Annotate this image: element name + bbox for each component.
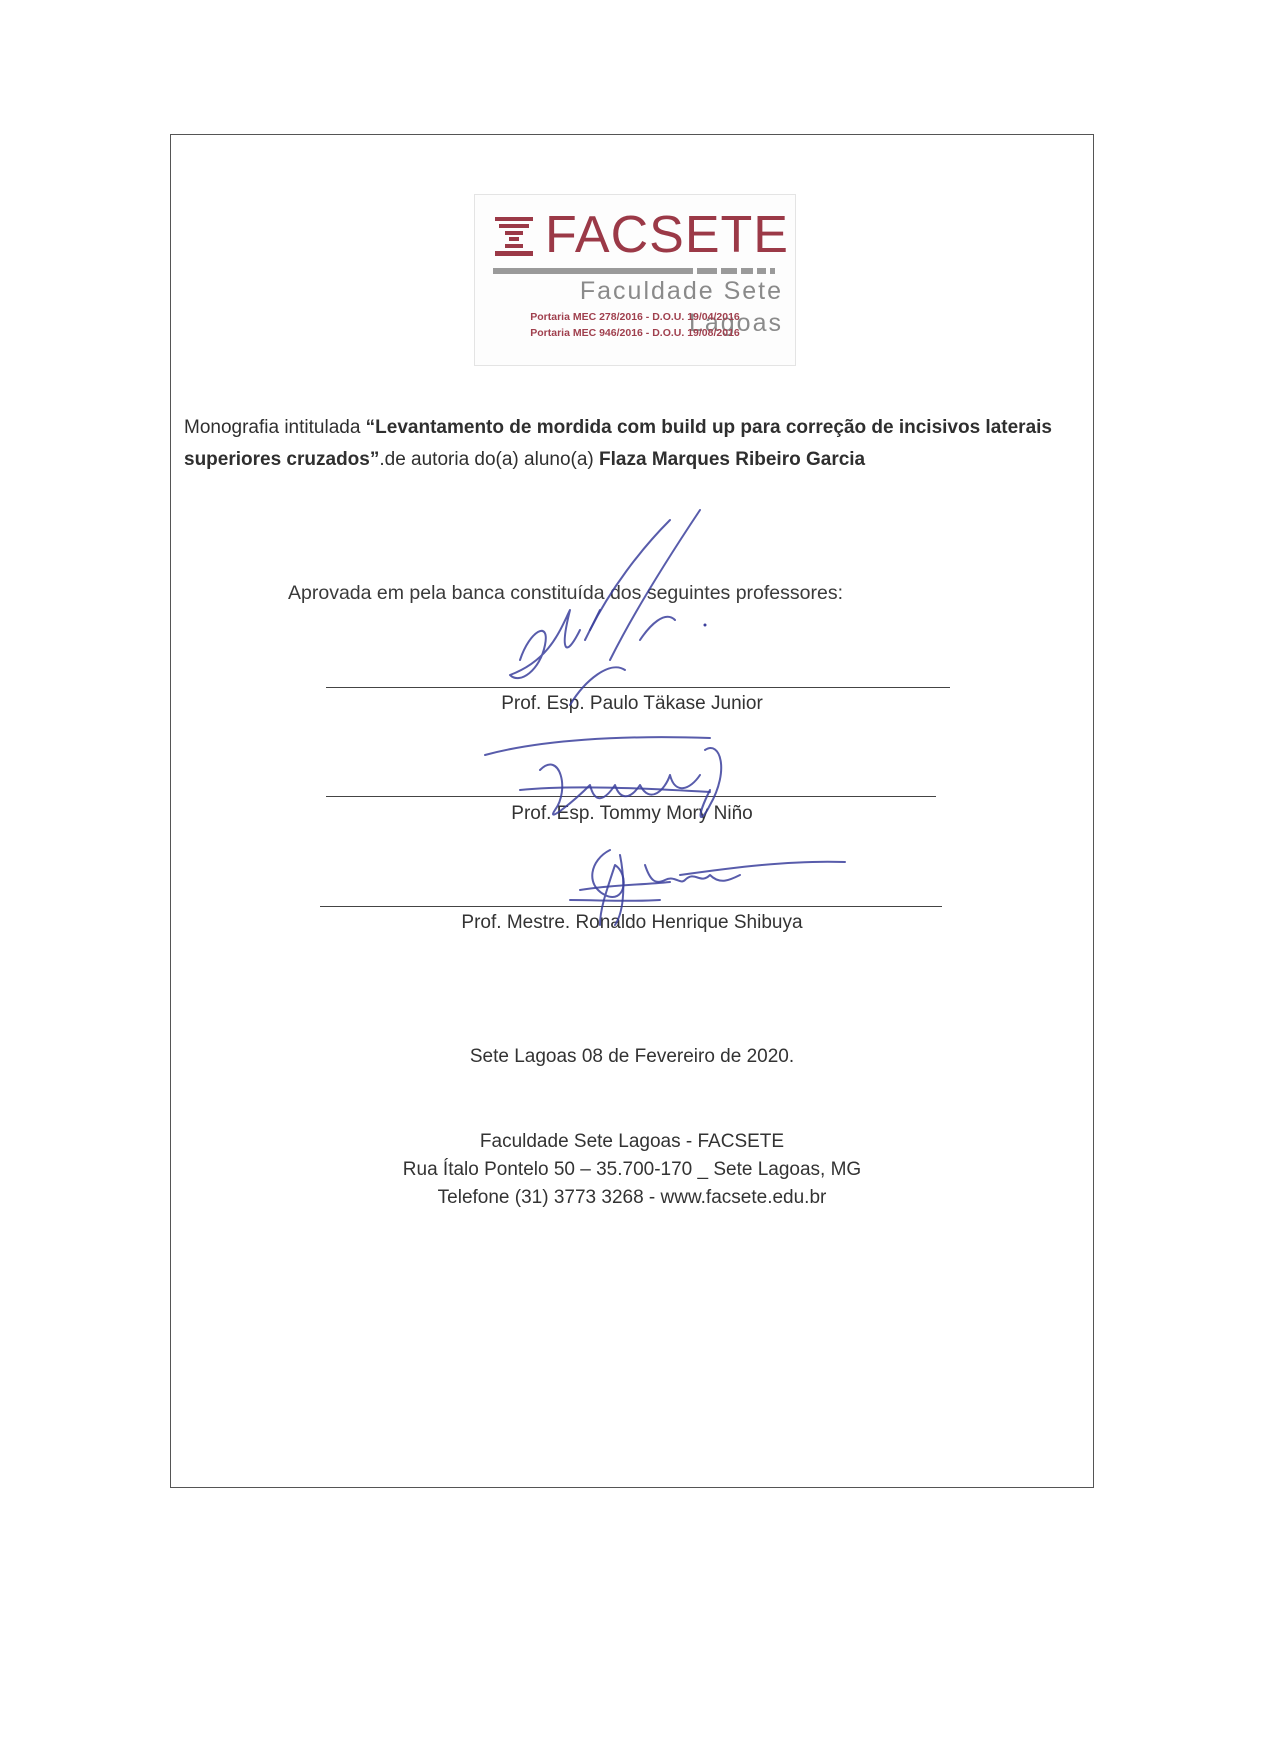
logo-brand: FACSETE	[545, 206, 789, 264]
address-line-2: Rua Ítalo Pontelo 50 – 35.700-170 _ Sete Lagoas, MG	[402, 1159, 862, 1180]
logo-portaria-2: Portaria MEC 946/2016 - D.O.U. 19/08/2016	[530, 327, 740, 339]
approval-text: Aprovada em pela banca constituída dos seguintes professores:	[288, 582, 844, 604]
examiner-name-2: Prof. Esp. Tommy Mory Niño	[511, 803, 753, 824]
intro-prefix: Monografia intitulada	[184, 417, 366, 438]
address-line-1: Faculdade Sete Lagoas - FACSETE	[479, 1131, 785, 1152]
logo-rule	[493, 267, 779, 275]
monograph-title: “Levantamento de mordida com build up para correção de incisivos laterais superiores cruzados”	[184, 417, 1052, 470]
author-name: Flaza Marques Ribeiro Garcia	[599, 449, 866, 470]
intro-middle: .de autoria do(a) aluno(a)	[379, 449, 600, 470]
signature-3	[570, 840, 850, 930]
signature-2	[480, 730, 780, 840]
facsete-emblem-icon	[495, 217, 533, 257]
date-line: Sete Lagoas 08 de Fevereiro de 2020.	[469, 1046, 795, 1067]
examiner-name-1: Prof. Esp. Paulo Täkase Junior	[501, 693, 763, 714]
logo-portaria-1: Portaria MEC 278/2016 - D.O.U. 19/04/2016	[530, 311, 740, 323]
signature-1	[490, 510, 780, 740]
examiner-name-3: Prof. Mestre. Ronaldo Henrique Shibuya	[461, 912, 803, 933]
monograph-statement	[184, 412, 1064, 476]
facsete-logo	[474, 194, 796, 366]
logo-subtitle: Faculdade Sete Lagoas	[579, 277, 783, 337]
address-line-3: Telefone (31) 3773 3268 - www.facsete.edu.br	[437, 1187, 827, 1208]
